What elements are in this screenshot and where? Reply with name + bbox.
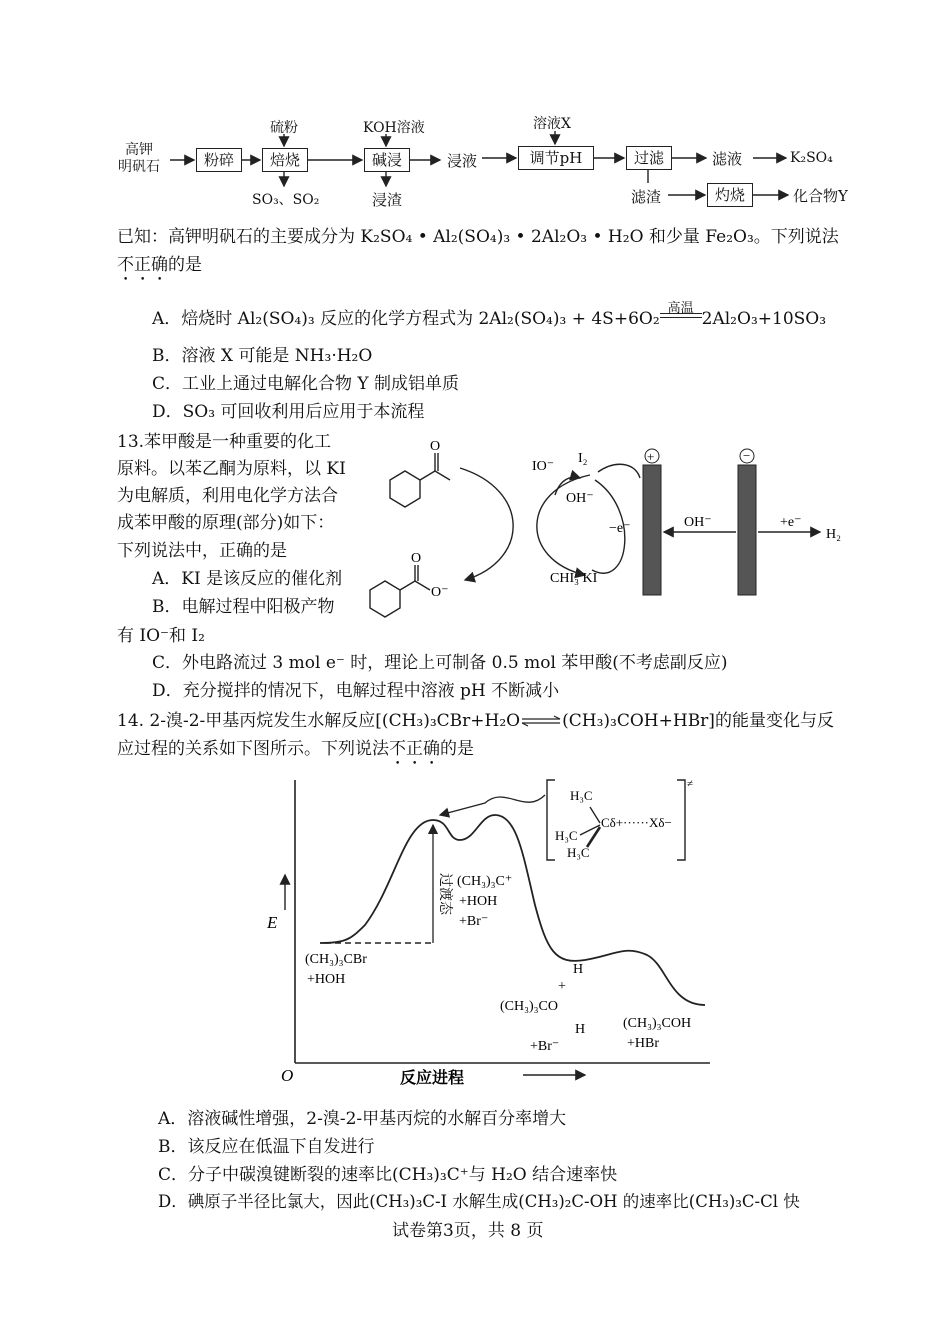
q12-option-a-product: 2Al₂O₃+10SO₃: [701, 309, 827, 329]
q14-option-b: B．该反应在低温下自发进行: [158, 1137, 375, 1157]
label-oh-minus-2: OH⁻: [684, 515, 712, 530]
product-2: +HBr: [627, 1036, 660, 1051]
flow-start: 高钾 明矾石: [118, 142, 160, 175]
flow-filtrate: 滤液: [712, 150, 743, 168]
acetophenone-structure: [390, 453, 450, 507]
flow-arrows: [0, 0, 950, 220]
flow-filter-residue: 滤渣: [631, 188, 662, 206]
ts-dagger: ≠: [687, 778, 694, 790]
flow-step-alkali-leach: 碱浸: [364, 148, 410, 172]
q13-stem-line-2: 原料。以苯乙酮为原料，以 KI: [117, 459, 346, 479]
anode-electrode: [643, 465, 661, 595]
ts-h3c-3: H₃C: [567, 845, 590, 860]
svg-text:+: +: [647, 449, 655, 464]
q13-option-c: C．外电路流过 3 mol e⁻ 时，理论上可制备 0.5 mol 苯甲酸(不考虑副反应): [152, 653, 728, 673]
reactant-1: (CH₃)₃CBr: [305, 952, 367, 967]
q13-electrolysis-diagram: [360, 430, 860, 630]
oxonium: (CH₃)₃CO: [500, 999, 558, 1014]
label-minus-e: −e⁻: [609, 521, 631, 536]
intermediate-1: (CH₃)₃C⁺: [457, 874, 513, 889]
q14-stem-line-2-prefix: 应过程的关系如下图所示。下列说法: [117, 739, 389, 759]
q13-option-d: D．充分搅拌的情况下，电解过程中溶液 pH 不断减小: [152, 681, 560, 701]
q12-question-suffix: 的是: [168, 255, 202, 275]
q13-stem-line-1: 13.苯甲酸是一种重要的化工: [117, 432, 332, 452]
oxonium-h-top: H: [573, 962, 584, 977]
ts-carbon: Cδ+: [601, 815, 624, 830]
flow-step-adjust-ph: 调节pH: [518, 146, 594, 170]
q14-option-a: A．溶液碱性增强，2-溴-2-甲基丙烷的水解百分率增大: [158, 1109, 567, 1129]
axis-origin: O: [281, 1066, 294, 1085]
benzoate-o: O: [411, 551, 422, 566]
q12-option-d: D．SO₃ 可回收利用后应用于本流程: [152, 402, 425, 422]
transition-state-label: 过渡态: [437, 873, 452, 915]
q13-stem-line-4: 成苯甲酸的原理(部分)如下：: [117, 513, 335, 533]
label-h2: H₂: [826, 527, 841, 542]
q14-stem-line-1-end: (CH₃)₃COH+HBr]的能量变化与反: [562, 711, 834, 731]
axis-label-e: E: [267, 913, 278, 932]
flow-solution-x: 溶液X: [533, 116, 571, 132]
flow-sulfur: 硫粉: [270, 120, 298, 136]
ts-h3c-1: H₃C: [570, 788, 593, 803]
q12-option-a-arrow: [660, 301, 702, 324]
q14-stem-line-2-emph: 不正确: [389, 739, 440, 759]
q12-option-b: B．溶液 X 可能是 NH₃·H₂O: [152, 346, 373, 366]
oxonium-plus: +: [558, 979, 566, 994]
ts-leaving-group: ······Xδ−: [623, 815, 672, 830]
q14-energy-diagram: [255, 765, 725, 1095]
acetophenone-o: O: [430, 439, 441, 454]
ts-h3c-2: H₃C: [555, 828, 578, 843]
q12-option-a: [152, 301, 827, 329]
oxonium-h-bottom: H: [575, 1022, 586, 1037]
flow-compound-y: 化合物Y: [793, 187, 848, 205]
q14-option-c: C．分子中碳溴键断裂的速率比(CH₃)₃C⁺与 H₂O 结合速率快: [158, 1165, 618, 1185]
axis-label-progress: 反应进程: [400, 1070, 465, 1087]
flow-leachate: 浸液: [447, 152, 478, 170]
intermediate-3: +Br⁻: [459, 914, 489, 929]
equilibrium-arrow-icon: [520, 712, 562, 732]
label-chi3-ki: CHI₃ KI: [550, 571, 598, 586]
benzoate-o-minus: O⁻: [431, 585, 449, 600]
benzoate-structure: [370, 565, 430, 617]
q12-known: 已知：高钾明矾石的主要成分为 K₂SO₄ • Al₂(SO₄)₃ • 2Al₂O₃ • H₂O 和少量 Fe₂O₃。下列说法: [117, 227, 839, 247]
label-oh-minus-1: OH⁻: [566, 491, 594, 506]
label-io-minus: IO⁻: [532, 459, 555, 474]
intermediate-2: +HOH: [459, 894, 498, 909]
product-1: (CH₃)₃COH: [623, 1016, 692, 1031]
svg-text:−: −: [743, 448, 751, 463]
flow-residue: 浸渣: [372, 191, 403, 209]
q12-option-c: C．工业上通过电解化合物 Y 制成铝单质: [152, 374, 460, 394]
reactant-2: +HOH: [307, 972, 346, 987]
q12-option-a-condition: 高温: [667, 301, 694, 316]
flow-step-crush: 粉碎: [196, 148, 242, 172]
q14-stem-line-1: [117, 706, 834, 732]
q13-stem-line-5: 下列说法中，正确的是: [117, 541, 287, 561]
label-plus-e: +e⁻: [780, 515, 802, 530]
page-footer: 试卷第3页，共 8 页: [392, 1221, 544, 1241]
q14-option-d: D．碘原子半径比氯大，因此(CH₃)₃C-I 水解生成(CH₃)₂C-OH 的速率比(CH₃)₃C-Cl 快: [158, 1192, 800, 1211]
flow-koh: KOH溶液: [363, 120, 425, 136]
q12-option-a-text: A．焙烧时 Al₂(SO₄)₃ 反应的化学方程式为 2Al₂(SO₄)₃ + 4S+6O₂: [152, 309, 660, 329]
q13-option-b-line-2: 有 IO⁻和 I₂: [117, 626, 205, 646]
q13-stem-line-3: 为电解质，利用电化学方法合: [117, 486, 338, 506]
q12-question-emph: 不正确: [117, 255, 168, 275]
q12-question: [117, 250, 202, 285]
q14-stem-line-2-suffix: 的是: [440, 739, 474, 759]
energy-curve: [320, 815, 705, 1005]
label-i2: I₂: [578, 451, 588, 466]
cathode-electrode: [738, 465, 756, 595]
flow-step-filter: 过滤: [626, 146, 672, 170]
flow-gas: SO₃、SO₂: [252, 192, 320, 208]
q13-option-b-line-1: B．电解过程中阳极产物: [152, 597, 335, 617]
q14-stem-line-2: [117, 734, 474, 769]
q13-option-a: A．KI 是该反应的催化剂: [152, 569, 343, 589]
flow-step-calcine: 灼烧: [707, 183, 753, 207]
flow-k2so4: K₂SO₄: [790, 150, 833, 166]
flow-step-roast: 焙烧: [262, 148, 308, 172]
oxonium-br-minus: +Br⁻: [530, 1039, 560, 1054]
q14-stem-line-1-text: 14. 2-溴-2-甲基丙烷发生水解反应[(CH₃)₃CBr+H₂O: [117, 711, 521, 731]
